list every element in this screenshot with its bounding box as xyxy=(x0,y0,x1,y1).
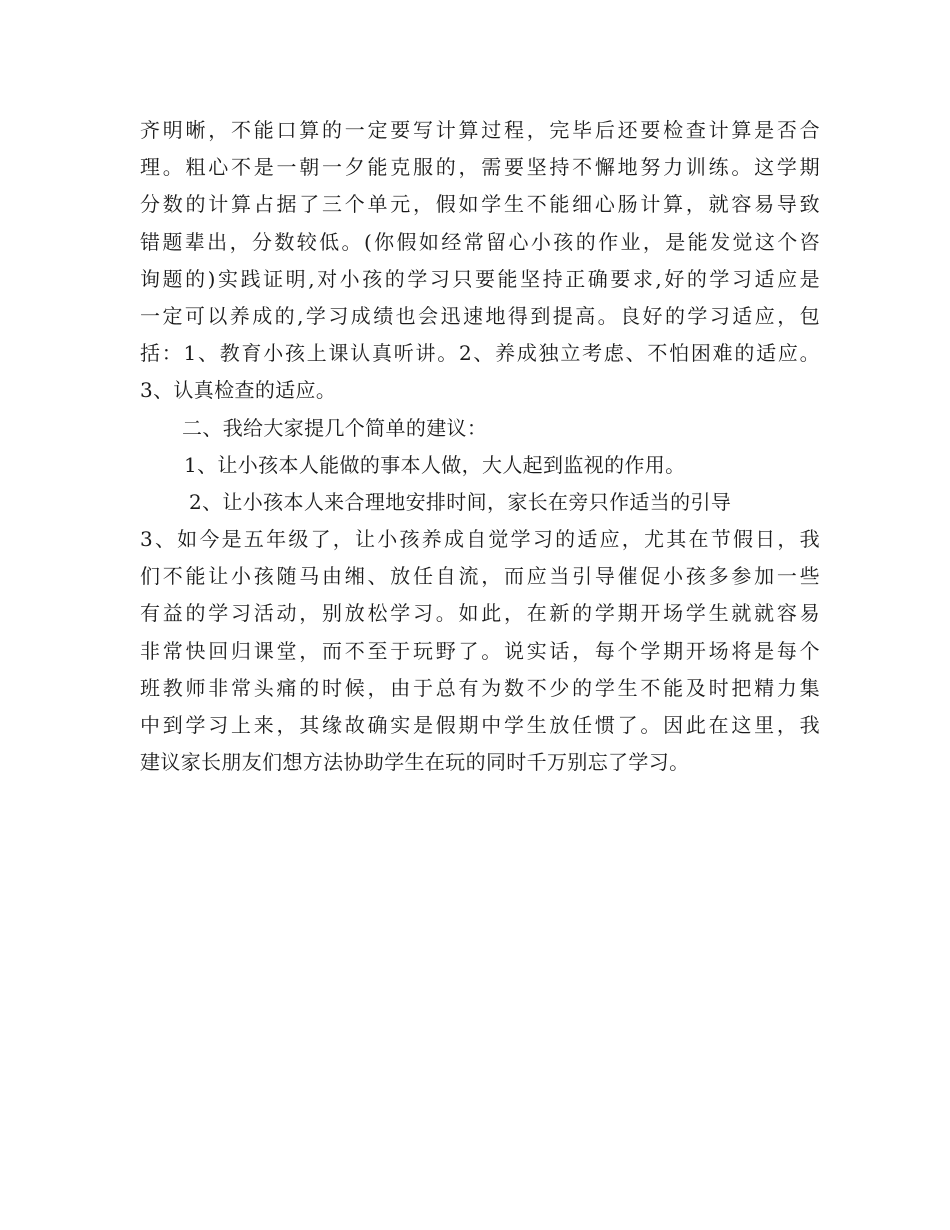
suggestion-item: 1、让小孩本人能做的事本人做，大人起到监视的作用。 xyxy=(184,452,686,477)
text-line: 非常快回归课堂，而不至于玩野了。说实话，每个学期开场将是每个 xyxy=(140,638,820,663)
text-line: 询题的)实践证明,对小孩的学习只要能坚持正确要求,好的学习适应是 xyxy=(140,266,820,291)
section-heading: 二、我给大家提几个简单的建议： xyxy=(182,415,488,440)
text-line: 错题辈出，分数较低。(你假如经常留心小孩的作业，是能发觉这个咨 xyxy=(140,229,820,254)
text-line: 建议家长朋友们想方法协助学生在玩的同时千万别忘了学习。 xyxy=(140,750,690,775)
suggestion-item: 2、让小孩本人来合理地安排时间，家长在旁只作适当的引导 xyxy=(189,489,732,514)
text-line: 括：1、教育小孩上课认真听讲。2、养成独立考虑、不怕困难的适应。 xyxy=(140,341,820,366)
text-line: 理。粗心不是一朝一夕能克服的，需要坚持不懈地努力训练。这学期 xyxy=(140,155,820,180)
suggestion-item: 3、如今是五年级了，让小孩养成自觉学习的适应，尤其在节假日，我 xyxy=(140,527,820,552)
text-line: 们不能让小孩随马由缃、放任自流，而应当引导催促小孩多参加一些 xyxy=(140,564,820,589)
text-line: 3、认真检查的适应。 xyxy=(140,378,337,403)
text-line: 一定可以养成的,学习成绩也会迅速地得到提高。良好的学习适应，包 xyxy=(140,303,820,328)
body-text xyxy=(140,112,820,781)
text-line: 有益的学习活动，别放松学习。如此，在新的学期开场学生就就容易 xyxy=(140,601,820,626)
text-line: 分数的计算占据了三个单元，假如学生不能细心肠计算，就容易导致 xyxy=(140,192,820,217)
text-line: 齐明晰，不能口算的一定要写计算过程，完毕后还要检查计算是否合 xyxy=(140,118,820,142)
text-line: 中到学习上来，其缘故确实是假期中学生放任惯了。因此在这里，我 xyxy=(140,713,820,737)
text-line: 班教师非常头痛的时候，由于总有为数不少的学生不能及时把精力集 xyxy=(140,675,820,700)
